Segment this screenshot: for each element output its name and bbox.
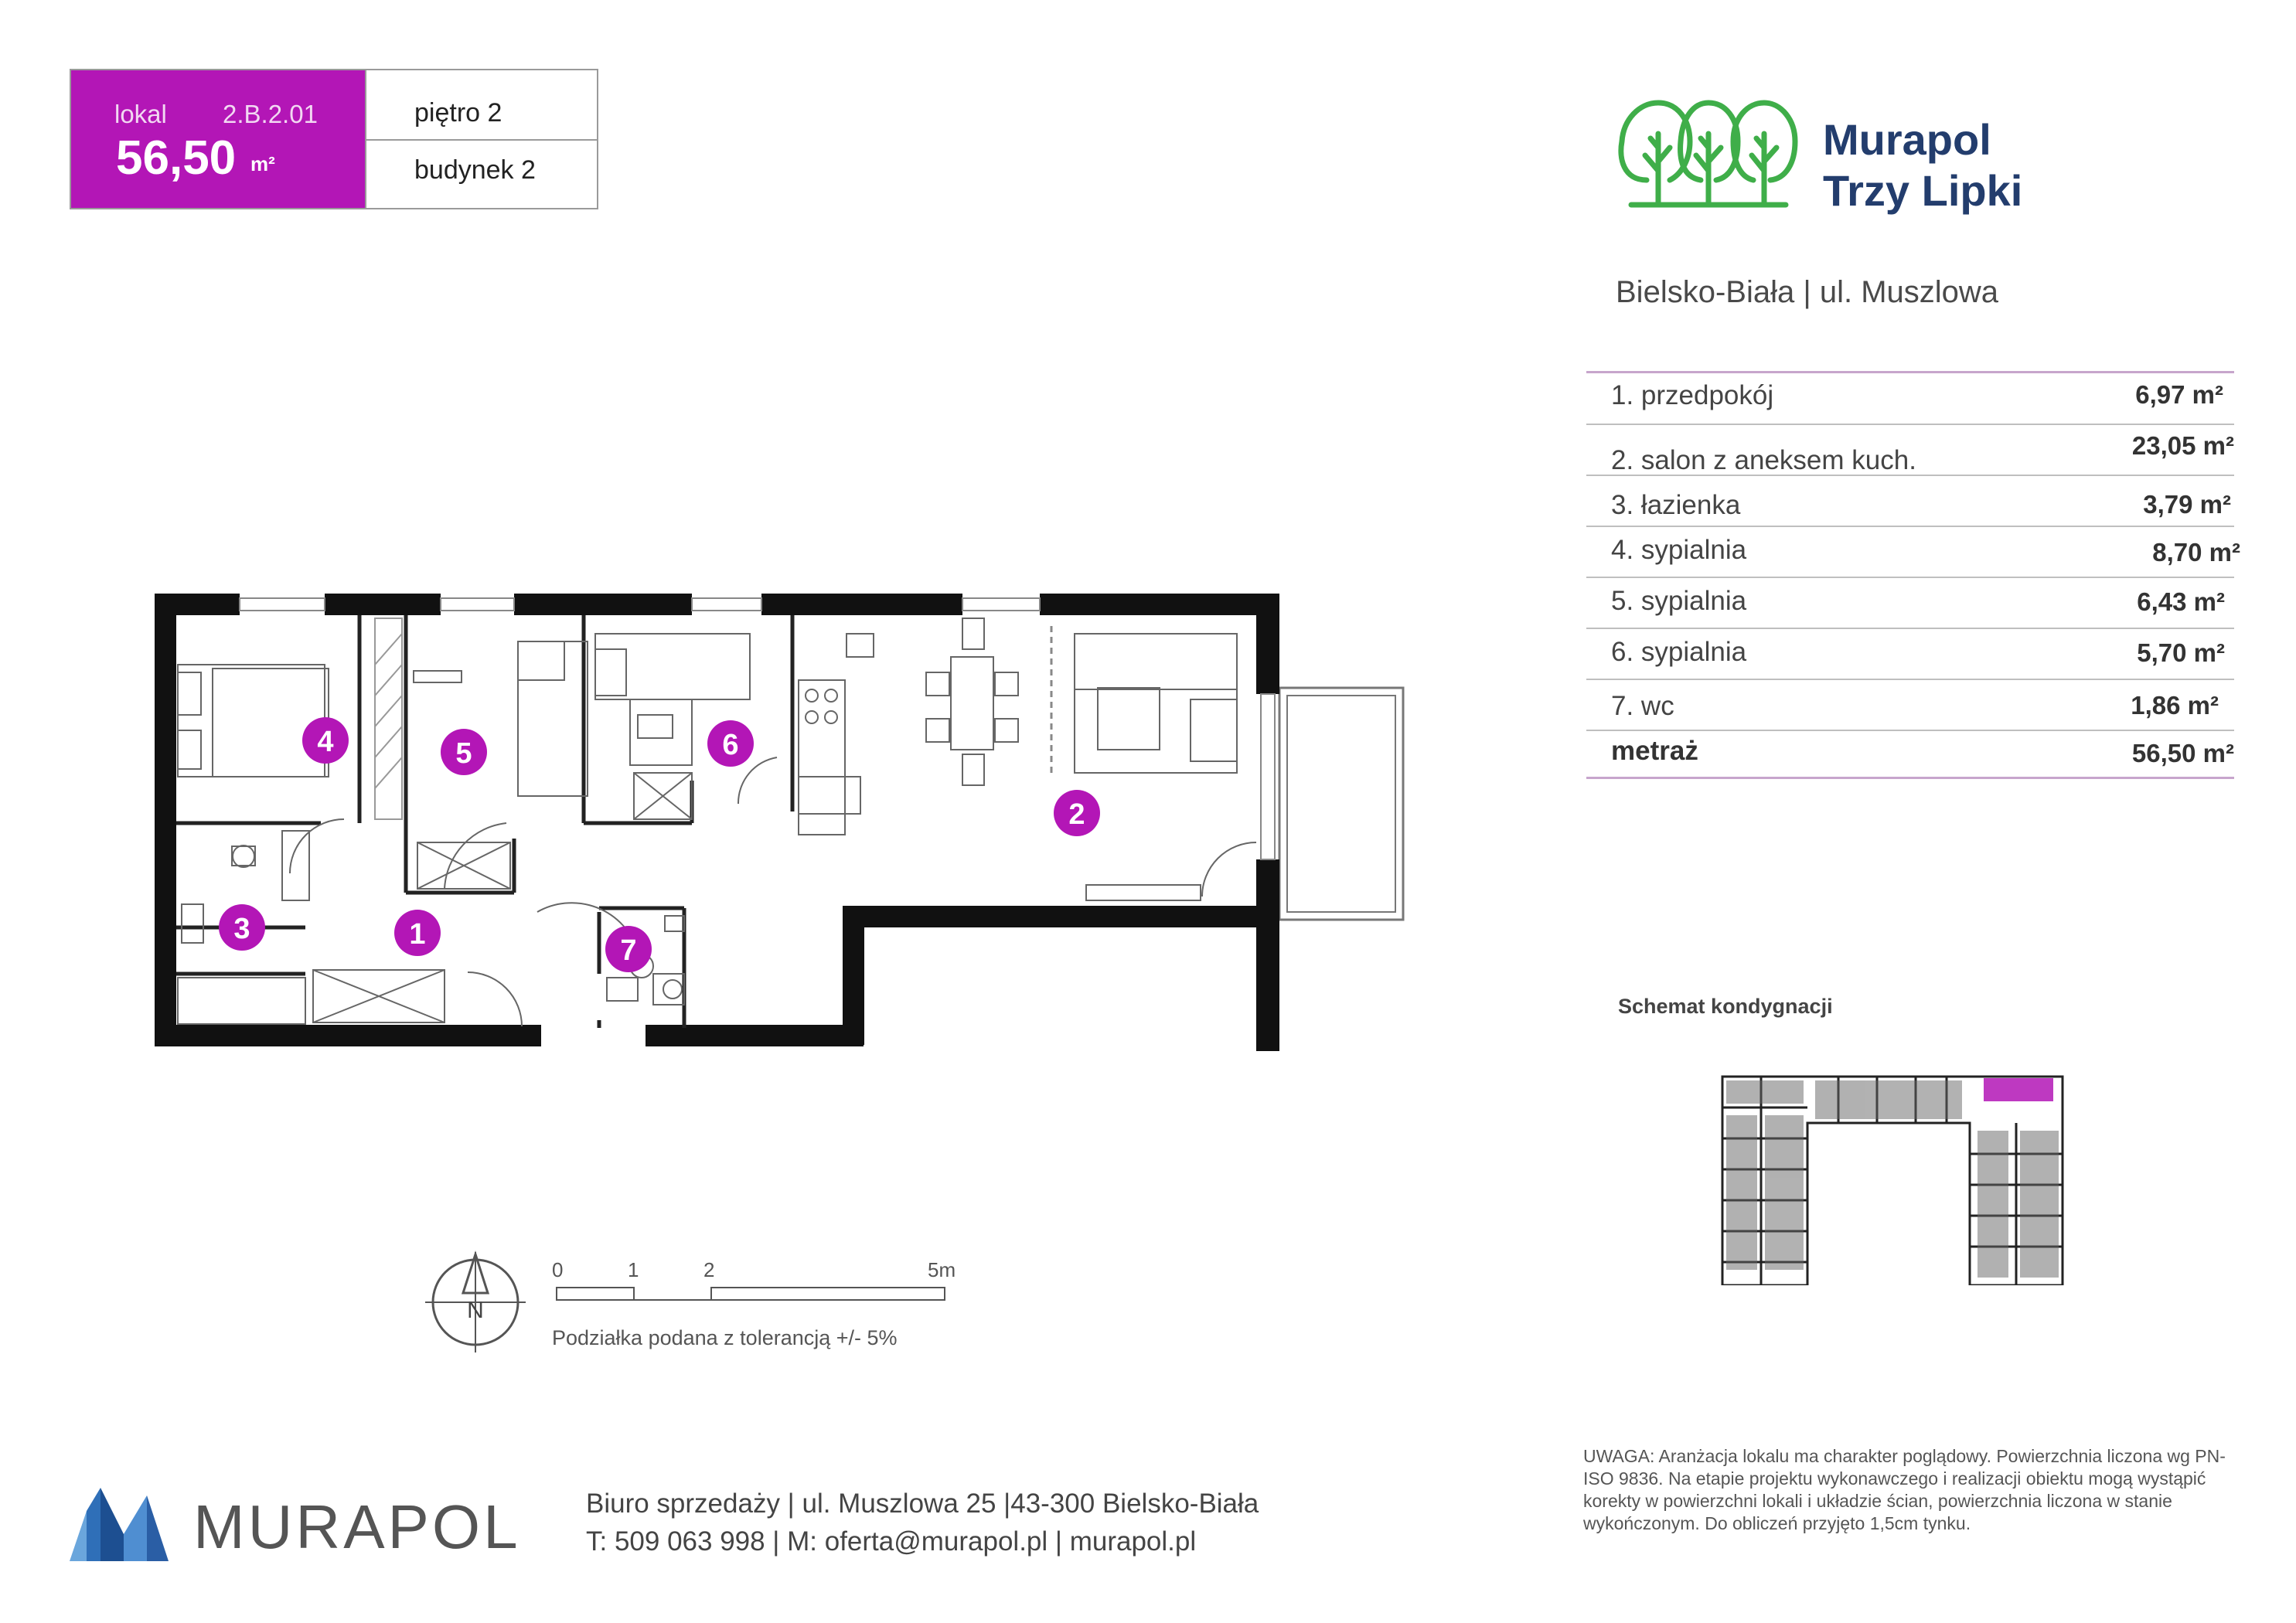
info-divider bbox=[366, 139, 597, 141]
unit-area-value: 56,50 bbox=[116, 131, 237, 185]
room-marker-label: 6 bbox=[722, 729, 739, 761]
floor-plan bbox=[151, 587, 1419, 1051]
lokal-label: lokal bbox=[114, 100, 167, 128]
contact-info: T: 509 063 998 | M: oferta@murapol.pl | murapol.pl bbox=[586, 1526, 1197, 1557]
room-name: 5. sypialnia bbox=[1611, 586, 1747, 616]
disclaimer-note: UWAGA: Aranżacja lokalu ma charakter poglądowy. Powierzchnia liczona wg PN-ISO 9836. Na etapie projektu wykonawczego i realizacji obiektu mogą wystąpić korekty w powierzchni lokali i układzie ścian, powierzchnia liczona w stanie wykończonym. Do obliczeń przyjęto 1,5cm tynku. bbox=[1583, 1446, 2226, 1533]
total-row bbox=[1586, 730, 2234, 777]
murapol-logo-icon bbox=[70, 1488, 170, 1561]
floor-label: piętro 2 bbox=[414, 98, 502, 128]
unit-area-panel bbox=[71, 70, 365, 208]
room-marker-label: 2 bbox=[1068, 798, 1085, 831]
room-name: 7. wc bbox=[1611, 691, 1674, 721]
location-text: Bielsko-Biała | ul. Muszlowa bbox=[1616, 275, 1999, 309]
room-row bbox=[1586, 578, 2234, 629]
total-area: 56,50 m² bbox=[2131, 739, 2234, 767]
interior-walls bbox=[176, 615, 792, 1028]
unit-area-unit: m² bbox=[250, 152, 275, 175]
room-row bbox=[1586, 374, 2234, 425]
room-marker-label: 7 bbox=[620, 934, 637, 967]
room-list-bottom-line bbox=[1586, 777, 2234, 779]
room-list-top-line bbox=[1586, 371, 2234, 373]
room-row bbox=[1586, 680, 2234, 730]
total-label: metraż bbox=[1611, 736, 1698, 766]
building-label: budynek 2 bbox=[414, 155, 536, 185]
room-area: 8,70 m² bbox=[2152, 538, 2240, 567]
room-area: 6,97 m² bbox=[2135, 380, 2223, 409]
scale-tick-1: 1 bbox=[628, 1258, 639, 1281]
company-name: MURAPOL bbox=[193, 1492, 521, 1561]
balcony bbox=[1279, 688, 1403, 920]
room-name: 3. łazienka bbox=[1611, 490, 1741, 520]
room-row bbox=[1586, 629, 2234, 680]
room-name: 2. salon z aneksem kuch. bbox=[1611, 445, 1916, 475]
office-address: Biuro sprzedaży | ul. Muszlowa 25 |43-300 Bielsko-Biała bbox=[586, 1489, 1259, 1519]
lokal-id: 2.B.2.01 bbox=[223, 100, 318, 128]
room-marker-label: 5 bbox=[455, 737, 472, 770]
windows bbox=[240, 598, 1275, 859]
floor-schema bbox=[1715, 1069, 2070, 1285]
room-name: 6. sypialnia bbox=[1611, 637, 1747, 667]
three-trees-icon bbox=[1616, 97, 1801, 213]
room-name: 1. przedpokój bbox=[1611, 380, 1774, 410]
room-area: 23,05 m² bbox=[2131, 431, 2234, 460]
room-marker-label: 4 bbox=[317, 726, 334, 758]
compass-label: N bbox=[467, 1298, 484, 1323]
unit-location-panel bbox=[365, 70, 597, 208]
brand-subname: Trzy Lipki bbox=[1823, 166, 2023, 215]
room-name: 4. sypialnia bbox=[1611, 535, 1747, 565]
room-row bbox=[1586, 476, 2234, 527]
room-marker-label: 1 bbox=[409, 918, 426, 951]
room-markers bbox=[219, 717, 1100, 972]
scale-tick-0: 0 bbox=[552, 1258, 564, 1281]
brand-name: Murapol bbox=[1823, 115, 1991, 164]
highlighted-unit bbox=[1984, 1078, 2053, 1101]
room-area: 5,70 m² bbox=[2137, 638, 2225, 667]
unit-info-box bbox=[70, 69, 598, 209]
schema-label: Schemat kondygnacji bbox=[1618, 995, 1833, 1018]
room-area: 3,79 m² bbox=[2143, 490, 2231, 519]
room-area: 6,43 m² bbox=[2137, 587, 2225, 616]
compass-icon bbox=[421, 1248, 530, 1356]
scale-tick-2: 2 bbox=[703, 1258, 715, 1281]
hatched-wall bbox=[375, 618, 402, 819]
scale-tolerance: Podziałka podana z tolerancją +/- 5% bbox=[552, 1326, 898, 1349]
room-marker-label: 3 bbox=[233, 913, 250, 945]
room-area: 1,86 m² bbox=[2131, 691, 2219, 720]
room-row bbox=[1586, 425, 2234, 476]
scale-bar bbox=[541, 1252, 974, 1360]
room-row bbox=[1586, 527, 2240, 578]
scale-tick-5: 5m bbox=[928, 1258, 956, 1281]
